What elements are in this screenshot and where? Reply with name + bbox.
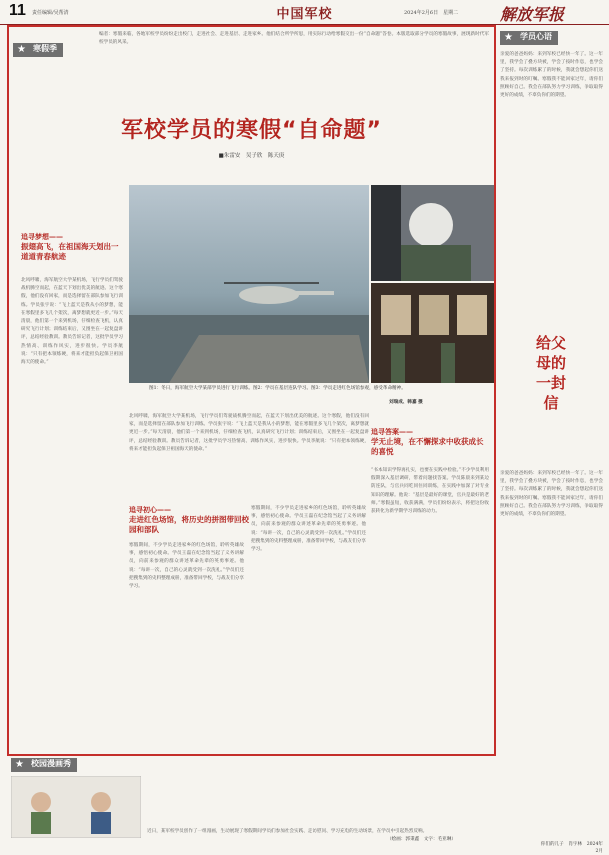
- editor-credit: 责任编辑/吴帮清: [32, 10, 69, 16]
- photo-caption: 图1：冬日，海军航空大学某部学员进行飞行训练。图2：学员在基层连队学习。图3：学员走进红色场馆参观，感受革命精神。: [149, 386, 406, 391]
- photo-museum: [371, 283, 494, 383]
- story-3-head: 追寻答案—— 学无止境，在不懈探求中收获成长的喜悦: [371, 427, 489, 457]
- byline: ■朱雷安 吴子欣 陈天庚: [218, 153, 285, 159]
- right-text-top: 亲爱的爸爸妈妈：来到军校已经快一年了。这一年里，我学会了叠方块被，学会了按时作息，也学会了坚持。每次训练累了的时候，我就会想起你们送我来报到时的叮嘱。寒假我不能回家过年，请你们照顾好自己。我会在部队努力学习训练，争取取得更好的成绩，不辜负你们的期望。: [500, 52, 603, 99]
- story-2-body: 寒假期间，不少学员走进家乡的红色场馆，聆听英雄故事，感悟初心使命。学员王磊在纪念馆当起了义务讲解员，向前来参观的群众讲述革命先辈的英勇事迹。他说：“每讲一次，自己的心灵就受到一次洗礼。”学员们还把搜集到的史料整理成册，准备带回学校，与战友们分享学习。: [129, 543, 244, 590]
- photo-cockpit: [371, 185, 494, 281]
- newspaper-logo: 解放军报: [500, 5, 565, 24]
- story-2-head: 追寻初心—— 走进红色场馆，将历史的拼图带回校园和部队: [129, 506, 249, 534]
- star-icon: ★: [15, 759, 24, 770]
- letter-signature: 你们的儿子 肖宇林 2024年2月: [540, 842, 603, 854]
- page-header: [0, 0, 609, 25]
- column-tag: ★ 寒假季: [13, 43, 63, 57]
- comic-caption: 近日，某军校学员创作了一组漫画，生动展现了寒假期间学员们参加社会实践、走访慰问、学习充电的生动场景，在学员中引起热烈反响。: [147, 829, 428, 834]
- photo-helicopter: [129, 185, 369, 383]
- story-1-continued: 北风呼啸，海军航空大学某机场，飞行学员们驾驶战机腾空而起，在蓝天下划出优美的航迹。这个寒假，他们没有回家，而是选择留在部队参加飞行训练。学员张宇说：“飞上蓝天是我从小的梦想，能在寒假里多飞几个架次，离梦想就更近一步。”每天清晨，他们第一个来到机场，仔细检查飞机，认真研究飞行计划；训练结束后，又围坐在一起复盘讲评，总结经验教训。教员告诉记者，这批学员学习热情高、训练作风实，进步很快。学员李航说：“只有把本领练硬，将来才能担负起保卫祖国海天的使命。”: [129, 414, 369, 452]
- story-2-headline: 走进红色场馆，将历史的拼图带回校园和部队: [129, 515, 249, 534]
- issue-date: 2024年2月6日 星期二: [404, 10, 459, 16]
- comic-section: [7, 758, 496, 843]
- star-icon: ★: [17, 44, 26, 55]
- story-3-body: “书本知识学得再扎实，也要在实践中检验。”不少学员利用假期深入基层调研，带着问题找答案。学员陈晨来到某边防连队，与官兵同吃同住同训练，在实践中加深了对专业知识的理解。他说：“基层是最好的课堂，官兵是最好的老师。”寒假虽短，收获满满，学员们纷纷表示，将把这份收获转化为新学期学习训练的动力。: [371, 468, 489, 515]
- page-number: 11: [9, 2, 26, 19]
- section-title: 中国军校: [276, 7, 333, 22]
- story-1-head: 追寻梦想—— 振翅高飞，在祖国海天划出一道道青春航迹: [21, 232, 123, 262]
- comic-credit: （绘画：郭秉鑫 文字：毛亚琳）: [387, 837, 456, 842]
- feature-article: [7, 25, 496, 756]
- right-tag: ★ 学员心语: [500, 31, 558, 45]
- intro-text: 编者：寒假来临，各地军校学员纷纷走出校门，走进社会、走进基层、走进家乡。他们结合所学所思，用实际行动给寒假交出一份“自命题”答卷。本版选取部分学员的寒假故事，展现新时代军校学员的风采。: [99, 32, 489, 46]
- star-icon: ★: [504, 32, 513, 43]
- headline: 军校学员的寒假“自命题”: [121, 118, 382, 143]
- comic-tag: ★ 校园漫画秀: [11, 758, 77, 772]
- story-3-headline: 学无止境，在不懈探求中收获成长的喜悦: [371, 437, 484, 456]
- comic-image: [11, 776, 141, 838]
- story-1-headline: 振翅高飞，在祖国海天划出一道道青春航迹: [21, 242, 119, 261]
- photo-credit: 刘瑞成、韩嘉 摄: [389, 400, 423, 405]
- story-2-continued: 寒假期间，不少学员走进家乡的红色场馆，聆听英雄故事，感悟初心使命。学员王磊在纪念馆当起了义务讲解员，向前来参观的群众讲述革命先辈的英勇事迹。他说：“每讲一次，自己的心灵就受到一次洗礼。”学员们还把搜集到的史料整理成册，准备带回学校，与战友们分享学习。: [251, 506, 366, 553]
- letter-title: 给父母的一封信: [536, 334, 567, 412]
- right-text-bottom: 亲爱的爸爸妈妈：来到军校已经快一年了。这一年里，我学会了叠方块被，学会了按时作息，也学会了坚持。每次训练累了的时候，我就会想起你们送我来报到时的叮嘱。寒假我不能回家过年，请你们照顾好自己。我会在部队努力学习训练，争取取得更好的成绩，不辜负你们的期望。: [500, 471, 603, 518]
- story-1-body: 北风呼啸，海军航空大学某机场，飞行学员们驾驶战机腾空而起，在蓝天下划出优美的航迹。这个寒假，他们没有回家，而是选择留在部队参加飞行训练。学员张宇说：“飞上蓝天是我从小的梦想，能在寒假里多飞几个架次，离梦想就更近一步。”每天清晨，他们第一个来到机场，仔细检查飞机，认真研究飞行计划；训练结束后，又围坐在一起复盘讲评，总结经验教训。教员告诉记者，这批学员学习热情高、训练作风实，进步很快。学员李航说：“只有把本领练硬，将来才能担负起保卫祖国海天的使命。”: [21, 278, 123, 366]
